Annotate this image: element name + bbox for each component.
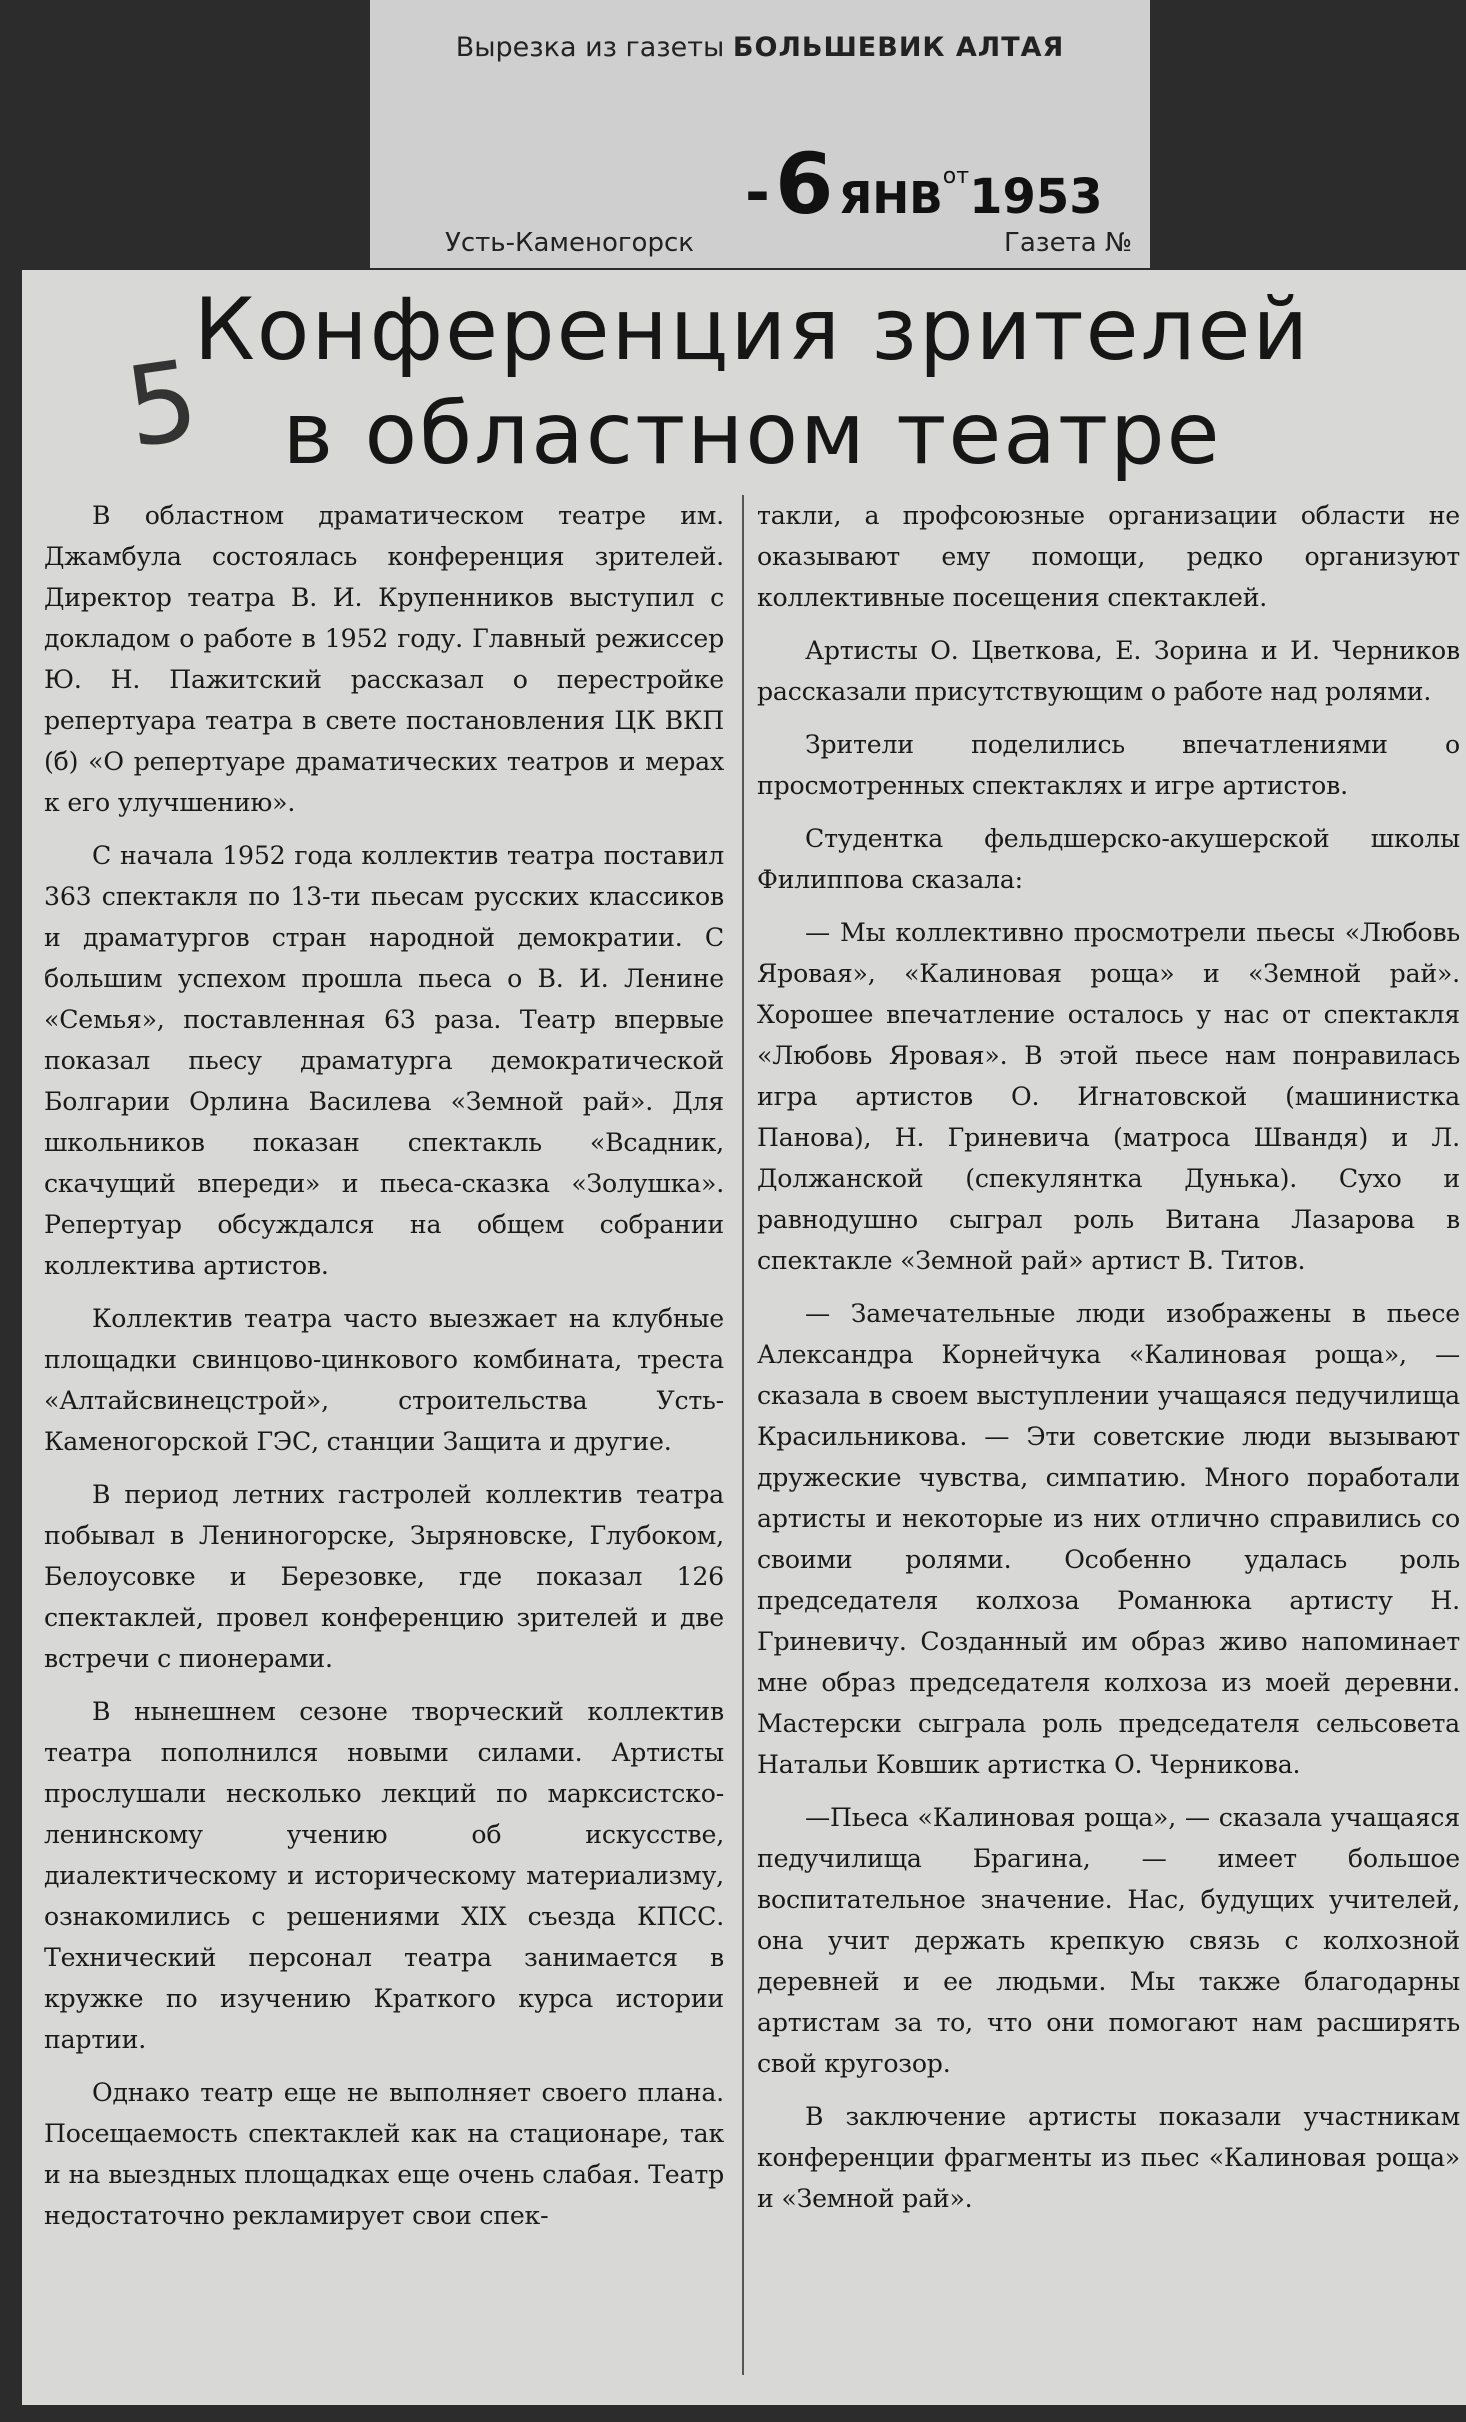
paragraph: Однако театр еще не выполняет своего плана. Посещаемость спектаклей как на стационаре, так и на выездных площадках еще очень слабая. Театр недостаточно рекламирует свои спек- [44, 2078, 724, 2230]
paragraph: Коллектив театра часто выезжает на клубные площадки свинцово-цинкового комбината, треста «Алтайсвинецстрой», строительства Усть-Каменогорской ГЭС, станции Защита и другие. [44, 1304, 724, 1456]
stamp-dash: - [745, 158, 770, 228]
stamp-month: ЯНВ [838, 173, 943, 224]
article-clipping [22, 270, 1466, 2405]
stamp-day: 6 [775, 135, 834, 233]
paragraph: Зрители поделились впечатлениями о просмотренных спектаклях и игре артистов. [757, 730, 1460, 800]
paragraph: — Мы коллективно просмотрели пьесы «Любовь Яровая», «Калиновая роща» и «Земной рай». Хорошее впечатление осталось у нас от спектакля «Любовь Яровая». В этой пьесе нам понравилась игра артистов О. Игнатовской (машинистка Панова), Н. Гриневича (матроса Швандя) и Л. Должанской (спекулянтка Дунька). Сухо и равнодушно сыграл роль Витана Лазарова в спектакле «Земной рай» артист В. Титов. [757, 918, 1460, 1275]
article-column-right [757, 495, 1460, 2231]
paragraph: Артисты О. Цветкова, Е. Зорина и И. Черников рассказали присутствующим о работе над ролями. [757, 636, 1460, 706]
issue-label: Газета № [1004, 228, 1132, 258]
paragraph: В заключение артисты показали участникам конференции фрагменты из пьес «Калиновая роща» и «Земной рай». [757, 2102, 1460, 2213]
article-title [152, 278, 1352, 486]
date-stamp [745, 135, 1103, 233]
stamp-year: 1953 [969, 169, 1103, 225]
pencil-mark: 5 [118, 335, 206, 473]
paragraph: В областном драматическом театре им. Джамбула состоялась конференция зрителей. Директор театра В. И. Крупенников выступил с докладом о работе в 1952 году. Главный режиссер Ю. Н. Пажитский рассказал о перестройке репертуара театра в свете постановления ЦК ВКП (б) «О репертуаре драматических театров и мерах к его улучшению». [44, 501, 724, 817]
paragraph: В нынешнем сезоне творческий коллектив театра пополнился новыми силами. Артисты прослушали несколько лекций по марксистско-ленинскому учению об искусстве, диалектическому и историческому материализму, ознакомились с решениями XIX съезда КПСС. Технический персонал театра занимается в кружке по изучению Краткого курса истории партии. [44, 1697, 724, 2054]
city-label: Усть-Каменогорск [445, 228, 694, 258]
newspaper-name: БОЛЬШЕВИК АЛТАЯ [732, 32, 1065, 63]
paragraph: Студентка фельдшерско-акушерской школы Филиппова сказала: [757, 824, 1460, 894]
paragraph: — Замечательные люди изображены в пьесе Александра Корнейчука «Калиновая роща», — сказала в своем выступлении учащаяся педучилища Красильникова. — Эти советские люди вызывают дружеские чувства, симпатию. Много поработали артисты и некоторые из них отлично справились со своими ролями. Особенно удалась роль председателя колхоза Романюка артисту Н. Гриневичу. Созданный им образ живо напоминает мне образ председателя колхоза из моей деревни. Мастерски сыграла роль председателя сельсовета Натальи Ковшик артистка О. Черникова. [757, 1299, 1460, 1779]
article-title-line-2: в областном театре [282, 384, 1222, 484]
source-line [370, 32, 1150, 63]
paragraph: С начала 1952 года коллектив театра поставил 363 спектакля по 13-ти пьесам русских классиков и драматургов стран народной демократии. С большим успехом прошла пьеса о В. И. Ленине «Семья», поставленная 63 раза. Театр впервые показал пьесу драматурга демократической Болгарии Орлина Василева «Земной рай». Для школьников показан спектакль «Всадник, скачущий впереди» и пьеса-сказка «Золушка». Репертуар обсуждался на общем собрании коллектива артистов. [44, 841, 724, 1280]
article-title-line-1: Конференция зрителей [193, 280, 1311, 380]
paragraph: такли, а профсоюзные организации области не оказывают ему помощи, редко организуют коллективные посещения спектаклей. [757, 501, 1460, 612]
paragraph: В период летних гастролей коллектив театра побывал в Лениногорске, Зыряновске, Глубоком, Белоусовке и Березовке, где показал 126 спектаклей, провел конференцию зрителей и две встречи с пионерами. [44, 1480, 724, 1673]
paragraph: —Пьеса «Калиновая роща», — сказала учащаяся педучилища Брагина, — имеет большое воспитательное значение. Нас, будущих учителей, она учит держать крепкую связь с колхозной деревней и ее людьми. Мы также благодарны артистам за то, что они помогают нам расширять свой кругозор. [757, 1803, 1460, 2078]
article-column-left [44, 495, 724, 2248]
source-prefix: Вырезка из газеты [455, 32, 725, 63]
column-divider [742, 495, 744, 2375]
stamp-ot: от [942, 164, 970, 189]
clipping-header-slip [370, 0, 1150, 268]
